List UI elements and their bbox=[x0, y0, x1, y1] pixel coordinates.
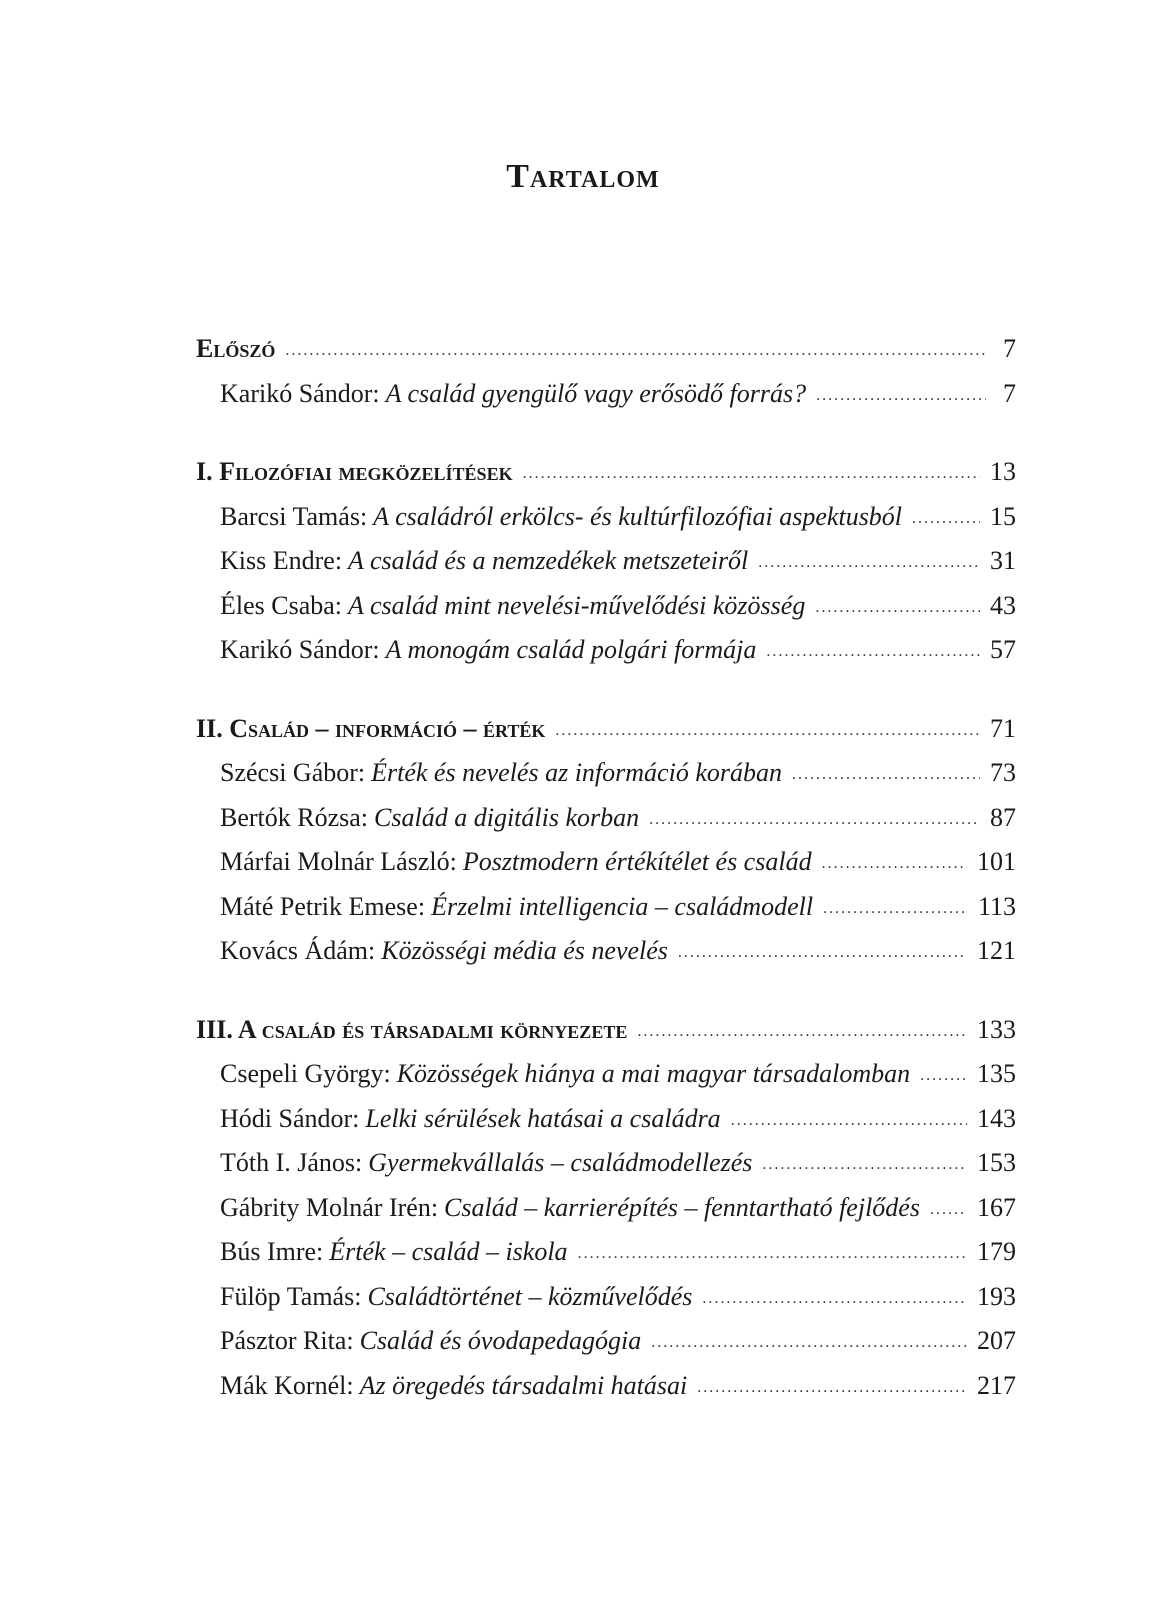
toc-heading[interactable] bbox=[196, 457, 1016, 502]
toc-entry[interactable] bbox=[196, 936, 1016, 981]
toc-section-information bbox=[196, 714, 1016, 981]
dot-leader bbox=[766, 643, 980, 661]
dot-leader bbox=[920, 1067, 967, 1085]
page-number: 7 bbox=[1003, 334, 1016, 363]
dot-leader bbox=[731, 1112, 967, 1130]
entry-title: Gyermekvállalás – családmodellezés bbox=[368, 1148, 753, 1177]
dot-leader bbox=[762, 1156, 967, 1174]
entry-author: Márfai Molnár László: bbox=[220, 847, 457, 876]
entry-title: Az öregedés társadalmi hatásai bbox=[359, 1370, 688, 1400]
toc-heading[interactable] bbox=[196, 1015, 1016, 1060]
page-number: 73 bbox=[990, 758, 1016, 787]
dot-leader bbox=[651, 1334, 967, 1352]
page-number: 57 bbox=[990, 635, 1016, 664]
entry-title: Közösségi média és nevelés bbox=[381, 936, 668, 965]
entry-title: A család gyengülő vagy erősödő forrás? bbox=[385, 378, 807, 408]
dot-leader bbox=[555, 722, 980, 740]
toc-entry[interactable] bbox=[196, 1059, 1016, 1104]
toc-entry[interactable] bbox=[196, 1193, 1016, 1238]
entry-author: Fülöp Tamás: bbox=[220, 1281, 362, 1311]
entry-title: Család és óvodapedagógia bbox=[359, 1326, 642, 1355]
page-number: 153 bbox=[977, 1148, 1016, 1177]
page-number: 43 bbox=[990, 590, 1016, 620]
toc-entry[interactable] bbox=[196, 546, 1016, 591]
toc-entry[interactable] bbox=[196, 635, 1016, 680]
page-number: 133 bbox=[977, 1014, 1016, 1044]
entry-author: Éles Csaba: bbox=[220, 590, 343, 620]
toc-heading-label: I. Filozófiai megközelítések bbox=[196, 457, 513, 486]
entry-author: Barcsi Tamás: bbox=[220, 501, 368, 531]
entry-title: Érzelmi intelligencia – családmodell bbox=[431, 891, 814, 921]
page-number: 13 bbox=[990, 457, 1016, 486]
dot-leader bbox=[815, 599, 980, 617]
page-number: 135 bbox=[977, 1059, 1016, 1088]
toc-heading-label: III. A család és társadalmi környezete bbox=[196, 1014, 628, 1044]
toc-entry[interactable] bbox=[196, 1104, 1016, 1149]
dot-leader bbox=[285, 342, 986, 360]
page-number: 179 bbox=[977, 1237, 1016, 1266]
entry-title: Közösségek hiánya a mai magyar társadalomban bbox=[396, 1059, 911, 1088]
dot-leader bbox=[792, 766, 980, 784]
dot-leader bbox=[678, 944, 967, 962]
toc-entry[interactable] bbox=[196, 1282, 1016, 1327]
page-number: 121 bbox=[977, 936, 1016, 965]
entry-title: A család mint nevelési-művelődési közösség bbox=[348, 590, 806, 620]
entry-title: A családról erkölcs- és kultúrfilozófiai aspektusból bbox=[373, 501, 903, 531]
page-number: 31 bbox=[990, 546, 1016, 575]
dot-leader bbox=[702, 1290, 967, 1308]
toc-entry[interactable] bbox=[196, 758, 1016, 803]
dot-leader bbox=[823, 900, 968, 918]
page-number: 113 bbox=[977, 891, 1016, 921]
entry-author: Bús Imre: bbox=[220, 1237, 324, 1266]
page-number: 7 bbox=[1003, 378, 1016, 408]
dot-leader bbox=[649, 811, 980, 829]
page-title: Tartalom bbox=[506, 158, 660, 195]
entry-author: Kiss Endre: bbox=[220, 546, 343, 575]
toc-heading[interactable] bbox=[196, 714, 1016, 759]
toc-heading-label: Előszó bbox=[196, 334, 276, 363]
toc-section-philosophy bbox=[196, 457, 1016, 680]
entry-author: Csepeli György: bbox=[220, 1059, 391, 1088]
dot-leader bbox=[523, 465, 980, 483]
toc-section-foreword bbox=[196, 334, 1016, 423]
toc-entry[interactable] bbox=[196, 379, 1016, 424]
toc-entry[interactable] bbox=[196, 847, 1016, 892]
entry-title: Posztmodern értékítélet és család bbox=[462, 847, 812, 876]
dot-leader bbox=[822, 855, 967, 873]
page-number: 167 bbox=[977, 1192, 1016, 1222]
toc-entry[interactable] bbox=[196, 1326, 1016, 1371]
toc-section-society bbox=[196, 1015, 1016, 1416]
dot-leader bbox=[816, 387, 986, 405]
page-number: 87 bbox=[990, 802, 1016, 832]
entry-title: Család – karrierépítés – fenntartható fejlődés bbox=[444, 1192, 920, 1222]
toc-heading[interactable] bbox=[196, 334, 1016, 379]
toc-heading-label: II. Család – információ – érték bbox=[196, 713, 546, 743]
dot-leader bbox=[697, 1379, 967, 1397]
entry-author: Karikó Sándor: bbox=[220, 378, 380, 408]
dot-leader bbox=[930, 1201, 967, 1219]
entry-author: Gábrity Molnár Irén: bbox=[220, 1192, 439, 1222]
entry-author: Pásztor Rita: bbox=[220, 1326, 354, 1355]
toc-entry[interactable] bbox=[196, 591, 1016, 636]
toc-entry[interactable] bbox=[196, 1237, 1016, 1282]
entry-title: A család és a nemzedékek metszeteiről bbox=[348, 546, 749, 575]
dot-leader bbox=[578, 1245, 967, 1263]
entry-title: A monogám család polgári formája bbox=[385, 635, 757, 664]
entry-author: Máté Petrik Emese: bbox=[220, 891, 426, 921]
entry-title: Érték és nevelés az információ korában bbox=[371, 758, 782, 787]
toc-entry[interactable] bbox=[196, 892, 1016, 937]
entry-author: Hódi Sándor: bbox=[220, 1103, 360, 1133]
entry-title: Család a digitális korban bbox=[374, 802, 640, 832]
page-number: 101 bbox=[977, 847, 1016, 876]
page-number: 207 bbox=[977, 1326, 1016, 1355]
dot-leader bbox=[637, 1023, 967, 1041]
entry-author: Mák Kornél: bbox=[220, 1370, 354, 1400]
entry-title: Érték – család – iskola bbox=[329, 1237, 568, 1266]
page-number: 217 bbox=[977, 1370, 1016, 1400]
toc-entry[interactable] bbox=[196, 1148, 1016, 1193]
toc-entry[interactable] bbox=[196, 803, 1016, 848]
entry-title: Lelki sérülések hatásai a családra bbox=[365, 1103, 721, 1133]
toc-entry[interactable] bbox=[196, 1371, 1016, 1416]
entry-author: Szécsi Gábor: bbox=[220, 758, 366, 787]
toc-entry[interactable] bbox=[196, 502, 1016, 547]
entry-author: Kovács Ádám: bbox=[220, 936, 376, 965]
dot-leader bbox=[758, 554, 980, 572]
entry-author: Bertók Rózsa: bbox=[220, 802, 369, 832]
table-of-contents bbox=[196, 334, 1016, 1449]
entry-title: Családtörténet – közművelődés bbox=[367, 1281, 693, 1311]
page-number: 143 bbox=[977, 1103, 1016, 1133]
page-number: 15 bbox=[990, 501, 1016, 531]
page-number: 71 bbox=[990, 713, 1016, 743]
page-number: 193 bbox=[977, 1281, 1016, 1311]
dot-leader bbox=[912, 510, 980, 528]
entry-author: Karikó Sándor: bbox=[220, 635, 380, 664]
entry-author: Tóth I. János: bbox=[220, 1148, 363, 1177]
